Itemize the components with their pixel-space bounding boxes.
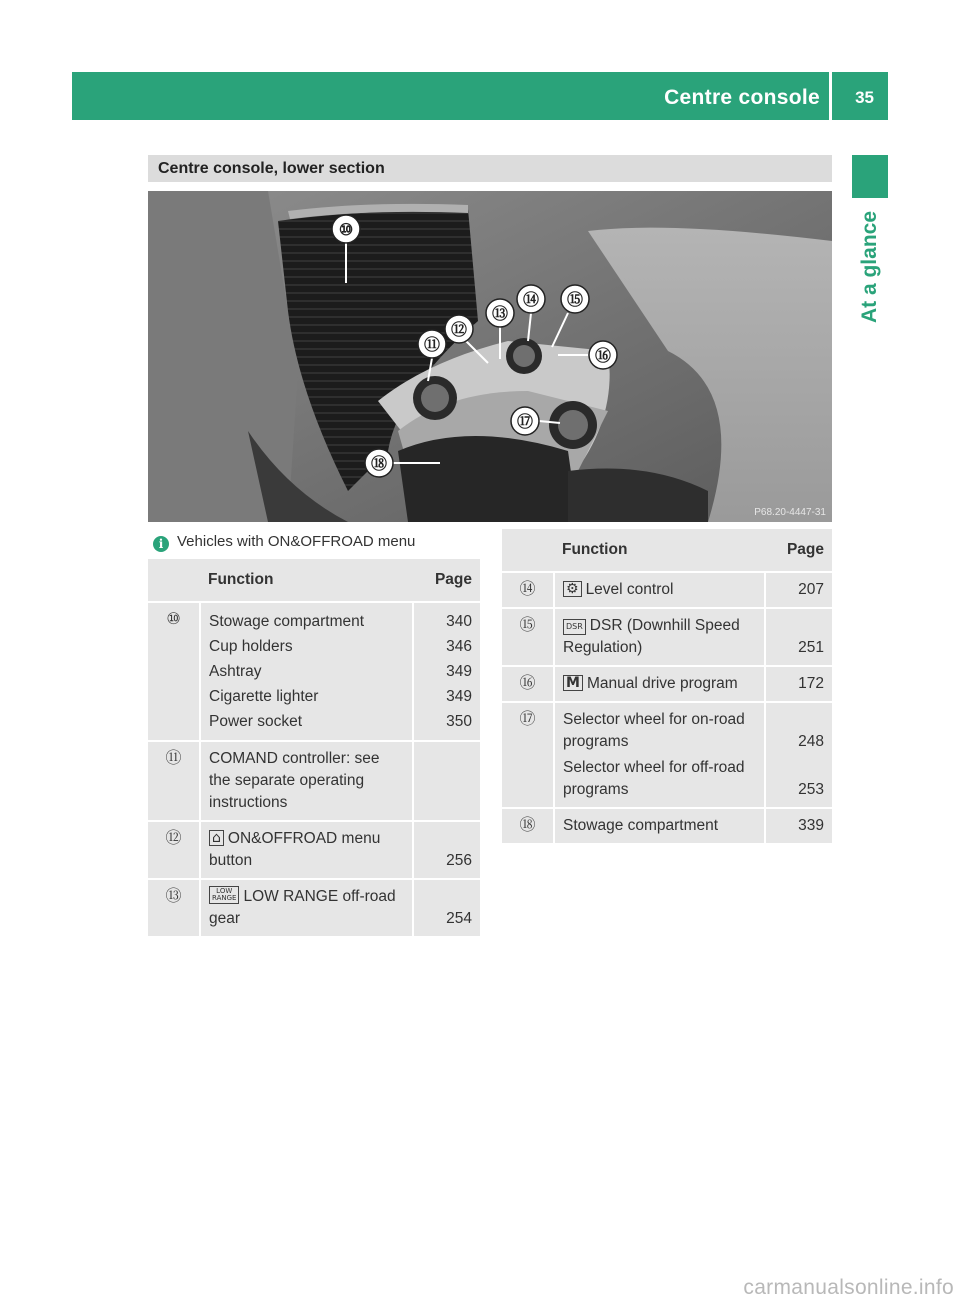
level-control-icon: ⚙ xyxy=(563,581,582,597)
table-row xyxy=(148,821,480,879)
row-number: ⑭ xyxy=(502,572,554,608)
info-note-text: Vehicles with ON&OFFROAD menu xyxy=(177,533,416,550)
col-page-header: Page xyxy=(765,529,832,572)
info-icon: i xyxy=(153,536,169,552)
low-range-icon-top: LOW xyxy=(216,887,233,895)
function-text: ON&OFFROAD menu xyxy=(227,830,381,847)
row-number: ⑬ xyxy=(148,879,200,937)
table-row xyxy=(502,702,832,808)
function-text: gear xyxy=(209,910,241,927)
function-text: programs xyxy=(563,781,629,798)
function-text: Stowage compartment xyxy=(209,613,365,630)
table-row xyxy=(502,666,832,702)
manual-program-icon: M xyxy=(563,675,583,691)
page-ref: 340 xyxy=(446,613,472,630)
row-function xyxy=(554,702,765,808)
row-page: 254 xyxy=(413,879,480,937)
row-number: ⑫ xyxy=(148,821,200,879)
dsr-icon: DSR xyxy=(563,619,586,635)
function-text: Selector wheel for on-road xyxy=(563,711,745,728)
callout-12: ⑫ xyxy=(450,322,468,339)
page-header xyxy=(72,72,888,120)
callout-14: ⑭ xyxy=(522,292,540,309)
row-page: 172 xyxy=(765,666,832,702)
row-function xyxy=(200,741,413,821)
row-number: ⑩ xyxy=(148,602,200,741)
table-row xyxy=(148,879,480,937)
function-text: Regulation) xyxy=(563,639,643,656)
function-text: instructions xyxy=(209,794,288,811)
function-table-left xyxy=(148,559,480,938)
table-row xyxy=(148,741,480,821)
row-function xyxy=(200,879,413,937)
section-title: Centre console, lower section xyxy=(158,160,385,177)
low-range-icon-bottom: RANGE xyxy=(212,894,237,902)
callout-16: ⑯ xyxy=(594,348,612,365)
row-page xyxy=(765,702,832,808)
table-row xyxy=(502,608,832,666)
low-range-icon xyxy=(209,886,239,904)
row-page xyxy=(413,741,480,821)
row-number: ⑱ xyxy=(502,808,554,844)
col-page-header: Page xyxy=(413,559,480,602)
watermark: carmanualsonline.info xyxy=(743,1276,954,1299)
page-ref: 350 xyxy=(446,713,472,730)
function-text: button xyxy=(209,852,253,869)
row-number: ⑪ xyxy=(148,741,200,821)
function-text: Stowage compartment xyxy=(563,817,719,834)
function-text: Power socket xyxy=(209,713,303,730)
photo-code: P68.20-4447-31 xyxy=(754,507,826,518)
function-text: programs xyxy=(563,733,629,750)
section-heading xyxy=(148,155,832,182)
row-function xyxy=(200,821,413,879)
row-function xyxy=(200,602,413,741)
function-text: LOW RANGE off-road xyxy=(243,888,396,905)
function-text: Cigarette lighter xyxy=(209,688,319,705)
row-page xyxy=(413,602,480,741)
row-number: ⑮ xyxy=(502,608,554,666)
page-ref: 349 xyxy=(446,688,472,705)
info-note xyxy=(153,533,415,552)
side-tab-label: At a glance xyxy=(858,210,881,324)
function-text: Ashtray xyxy=(209,663,262,680)
function-text: Cup holders xyxy=(209,638,293,655)
callout-13: ⑬ xyxy=(491,306,509,323)
row-number: ⑯ xyxy=(502,666,554,702)
header-title: Centre console xyxy=(664,86,820,109)
col-number-header xyxy=(502,529,554,572)
page-ref: 346 xyxy=(446,638,472,655)
table-row xyxy=(502,572,832,608)
centre-console-photo xyxy=(148,191,832,522)
row-function xyxy=(554,608,765,666)
row-function xyxy=(554,572,765,608)
console-illustration xyxy=(148,191,832,522)
function-text: Level control xyxy=(585,581,674,598)
row-number: ⑰ xyxy=(502,702,554,808)
page-number: 35 xyxy=(855,88,874,107)
callout-17: ⑰ xyxy=(516,414,534,431)
callout-15: ⑮ xyxy=(566,292,584,309)
function-text: Manual drive program xyxy=(586,675,738,692)
function-text: Selector wheel for off-road xyxy=(563,759,745,776)
function-text: COMAND controller: see xyxy=(209,750,380,767)
onoffroad-icon: ⌂ xyxy=(209,830,224,846)
row-page: 251 xyxy=(765,608,832,666)
function-table-right xyxy=(502,529,832,845)
row-function xyxy=(554,808,765,844)
row-function xyxy=(554,666,765,702)
col-function-header: Function xyxy=(200,559,413,602)
table-row xyxy=(148,602,480,741)
table-row xyxy=(502,808,832,844)
row-page: 339 xyxy=(765,808,832,844)
row-page: 256 xyxy=(413,821,480,879)
page-ref: 349 xyxy=(446,663,472,680)
header-divider xyxy=(829,72,832,120)
page-ref: 253 xyxy=(798,781,824,798)
page-ref: 248 xyxy=(798,733,824,750)
col-function-header: Function xyxy=(554,529,765,572)
callout-18: ⑱ xyxy=(370,456,388,473)
function-text: DSR (Downhill Speed xyxy=(589,617,740,634)
callout-11: ⑪ xyxy=(423,337,441,354)
row-page: 207 xyxy=(765,572,832,608)
col-number-header xyxy=(148,559,200,602)
function-text: the separate operating xyxy=(209,772,365,789)
callout-10: ⑩ xyxy=(338,222,354,239)
side-tab-block xyxy=(852,155,888,198)
